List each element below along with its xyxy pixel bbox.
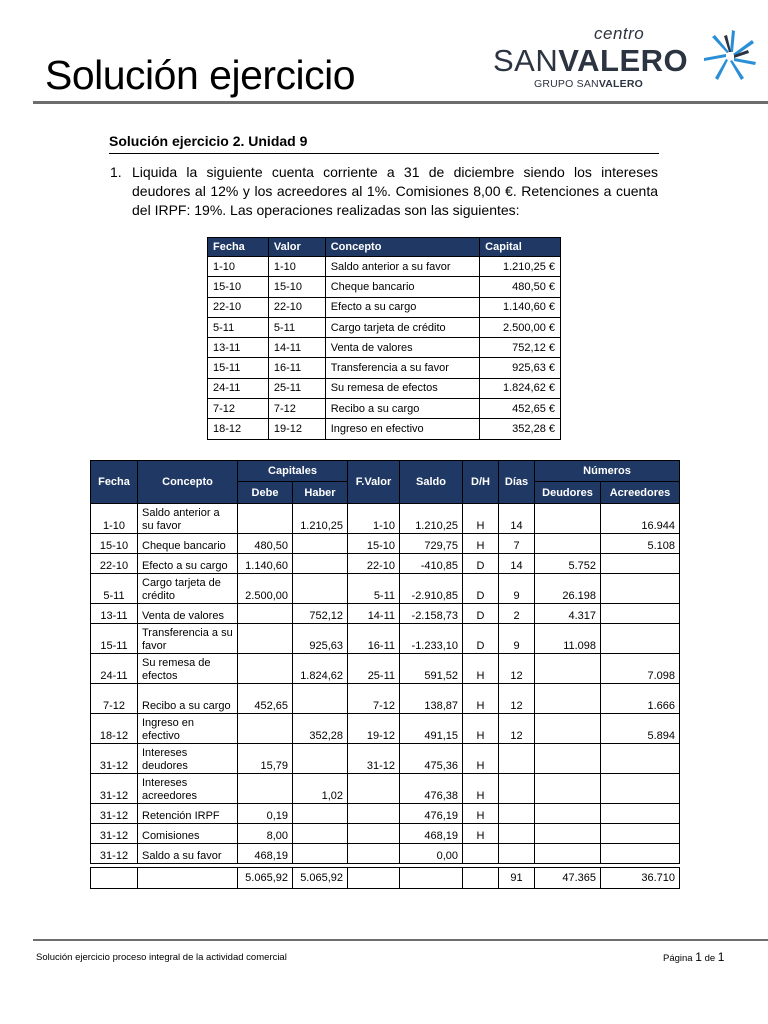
cell-debe: 452,65: [238, 684, 293, 714]
table-cell: Saldo anterior a su favor: [325, 257, 479, 277]
table-row: [91, 574, 680, 604]
cell-haber: [293, 804, 348, 824]
table-cell: 22-10: [268, 297, 325, 317]
cell-concepto: Cheque bancario: [138, 534, 238, 554]
cell-saldo: 729,75: [400, 534, 463, 554]
cell-haber: 1,02: [293, 774, 348, 804]
cell-concepto: Transferencia a su favor: [138, 624, 238, 654]
cell-fvalor: 22-10: [348, 554, 400, 574]
column-header: Haber: [293, 482, 348, 504]
cell-fecha: 18-12: [91, 714, 138, 744]
cell-fecha: 13-11: [91, 604, 138, 624]
table-cell: 1-10: [268, 257, 325, 277]
table-cell: 18-12: [208, 419, 269, 439]
cell-dias: 12: [499, 684, 535, 714]
table-row: [91, 824, 680, 844]
page-title: Solución ejercicio: [45, 52, 356, 98]
exercise-text: Liquida la siguiente cuenta corriente a 31 de diciembre siendo los intereses deudores al 12% y los acreedores al 1%. Comisiones 8,00 €. Retenciones a cuenta del IRPF: 19%. Las operaciones realizadas son las siguientes:: [132, 164, 658, 218]
table-row: [208, 399, 561, 419]
table-cell: 14-11: [268, 338, 325, 358]
footer-divider: [33, 939, 768, 941]
cell-debe: 480,50: [238, 534, 293, 554]
cell-fecha: 31-12: [91, 844, 138, 864]
cell-concepto: Comisiones: [138, 824, 238, 844]
star-burst-icon: [702, 28, 758, 84]
total-deudores: 47.365: [535, 868, 601, 889]
header-divider: [33, 101, 768, 104]
cell-fecha: 24-11: [91, 654, 138, 684]
cell-deudores: [535, 534, 601, 554]
cell-concepto: Efecto a su cargo: [138, 554, 238, 574]
cell-haber: [293, 824, 348, 844]
cell-concepto: Ingreso en efectivo: [138, 714, 238, 744]
cell-debe: 2.500,00: [238, 574, 293, 604]
sanvalero-logo: [490, 22, 760, 97]
cell-saldo: -2.158,73: [400, 604, 463, 624]
cell-fvalor: 19-12: [348, 714, 400, 744]
cell-debe: [238, 604, 293, 624]
column-header: Concepto: [325, 238, 479, 257]
cell-debe: 8,00: [238, 824, 293, 844]
table-row: [208, 297, 561, 317]
table-cell: 15-10: [208, 277, 269, 297]
cell-fvalor: [348, 824, 400, 844]
table-cell: 25-11: [268, 378, 325, 398]
cell-haber: 1.210,25: [293, 504, 348, 534]
cell-fvalor: 14-11: [348, 604, 400, 624]
operations-table: [207, 237, 561, 440]
cell-saldo: -2.910,85: [400, 574, 463, 604]
cell-fvalor: 16-11: [348, 624, 400, 654]
cell-fecha: 31-12: [91, 804, 138, 824]
cell-saldo: 1.210,25: [400, 504, 463, 534]
cell-acreedores: [601, 604, 680, 624]
cell-dh: H: [463, 534, 499, 554]
table-cell: 2.500,00 €: [480, 317, 561, 337]
cell-dh: H: [463, 824, 499, 844]
cell-haber: [293, 574, 348, 604]
cell-dias: [499, 824, 535, 844]
table-row: [208, 277, 561, 297]
cell-dias: 7: [499, 534, 535, 554]
table-cell: 1.824,62 €: [480, 378, 561, 398]
cell-deudores: [535, 654, 601, 684]
column-header: F.Valor: [348, 461, 400, 504]
cell-haber: [293, 554, 348, 574]
table-cell: Cargo tarjeta de crédito: [325, 317, 479, 337]
cell-fecha: 5-11: [91, 574, 138, 604]
cell-debe: [238, 774, 293, 804]
footer-page-number: Página 1 de 1: [663, 950, 725, 964]
table-cell: Venta de valores: [325, 338, 479, 358]
cell-deudores: 5.752: [535, 554, 601, 574]
column-header: Acreedores: [601, 482, 680, 504]
cell-fecha: 31-12: [91, 744, 138, 774]
cell-deudores: [535, 504, 601, 534]
table-row: [208, 358, 561, 378]
table-row: [208, 317, 561, 337]
table-cell: 22-10: [208, 297, 269, 317]
logo-brand-text: SANVALERO: [493, 43, 689, 78]
table-cell: 13-11: [208, 338, 269, 358]
exercise-subtitle: Solución ejercicio 2. Unidad 9: [109, 133, 308, 149]
table-row: [91, 554, 680, 574]
cell-concepto: Su remesa de efectos: [138, 654, 238, 684]
table-cell: Su remesa de efectos: [325, 378, 479, 398]
column-header: Valor: [268, 238, 325, 257]
cell-fvalor: 25-11: [348, 654, 400, 684]
logo-grupo-text: GRUPO SANVALERO: [534, 78, 643, 90]
cell-dh: H: [463, 714, 499, 744]
table-row: [208, 378, 561, 398]
cell-dias: 2: [499, 604, 535, 624]
table-cell: Cheque bancario: [325, 277, 479, 297]
cell-debe: 15,79: [238, 744, 293, 774]
cell-dh: H: [463, 744, 499, 774]
cell-saldo: -1.233,10: [400, 624, 463, 654]
cell-dh: H: [463, 684, 499, 714]
table-cell: 480,50 €: [480, 277, 561, 297]
cell-deudores: [535, 824, 601, 844]
table-row: [208, 338, 561, 358]
column-header: D/H: [463, 461, 499, 504]
table-cell: Ingreso en efectivo: [325, 419, 479, 439]
table-cell: 1.140,60 €: [480, 297, 561, 317]
table-cell: 752,12 €: [480, 338, 561, 358]
cell-deudores: 11.098: [535, 624, 601, 654]
cell-fvalor: 5-11: [348, 574, 400, 604]
cell-concepto: Recibo a su cargo: [138, 684, 238, 714]
cell-acreedores: [601, 824, 680, 844]
cell-saldo: 0,00: [400, 844, 463, 864]
cell-haber: [293, 744, 348, 774]
table-cell: 24-11: [208, 378, 269, 398]
cell-dh: D: [463, 574, 499, 604]
cell-fvalor: [348, 774, 400, 804]
cell-fecha: 7-12: [91, 684, 138, 714]
column-header: Fecha: [208, 238, 269, 257]
cell-dh: D: [463, 604, 499, 624]
table-cell: 925,63 €: [480, 358, 561, 378]
cell-dias: 12: [499, 654, 535, 684]
table-cell: Efecto a su cargo: [325, 297, 479, 317]
cell-saldo: 476,19: [400, 804, 463, 824]
table-cell: Transferencia a su favor: [325, 358, 479, 378]
cell-debe: [238, 624, 293, 654]
cell-acreedores: [601, 554, 680, 574]
cell-dh: [463, 844, 499, 864]
cell-deudores: [535, 684, 601, 714]
cell-dh: H: [463, 504, 499, 534]
cell-haber: 352,28: [293, 714, 348, 744]
cell-fecha: 1-10: [91, 504, 138, 534]
cell-acreedores: [601, 574, 680, 604]
cell-acreedores: [601, 624, 680, 654]
cell-dias: 9: [499, 624, 535, 654]
total-acreedores: 36.710: [601, 868, 680, 889]
table-cell: 1-10: [208, 257, 269, 277]
cell-fvalor: [348, 804, 400, 824]
column-header: Debe: [238, 482, 293, 504]
cell-dias: 14: [499, 504, 535, 534]
column-header: Concepto: [138, 461, 238, 504]
cell-concepto: Intereses acreedores: [138, 774, 238, 804]
cell-dh: H: [463, 804, 499, 824]
column-header: Días: [499, 461, 535, 504]
table-row: [91, 624, 680, 654]
cell-concepto: Cargo tarjeta de crédito: [138, 574, 238, 604]
cell-debe: [238, 654, 293, 684]
cell-dh: H: [463, 654, 499, 684]
cell-saldo: 468,19: [400, 824, 463, 844]
cell-fvalor: 1-10: [348, 504, 400, 534]
cell-dh: D: [463, 554, 499, 574]
cell-dias: 12: [499, 714, 535, 744]
cell-deudores: 26.198: [535, 574, 601, 604]
total-debe: 5.065,92: [238, 868, 293, 889]
cell-acreedores: 5.108: [601, 534, 680, 554]
cell-haber: 1.824,62: [293, 654, 348, 684]
table-row: [91, 774, 680, 804]
table-cell: 1.210,25 €: [480, 257, 561, 277]
column-header: Deudores: [535, 482, 601, 504]
cell-deudores: 4.317: [535, 604, 601, 624]
cell-fecha: 31-12: [91, 774, 138, 804]
cell-acreedores: [601, 844, 680, 864]
cell-fvalor: 15-10: [348, 534, 400, 554]
cell-acreedores: 7.098: [601, 654, 680, 684]
cell-debe: 468,19: [238, 844, 293, 864]
total-haber: 5.065,92: [293, 868, 348, 889]
column-group-header: Capitales: [238, 461, 348, 482]
cell-fecha: 22-10: [91, 554, 138, 574]
cell-acreedores: 5.894: [601, 714, 680, 744]
table-cell: 352,28 €: [480, 419, 561, 439]
total-dias: 91: [499, 868, 535, 889]
cell-concepto: Retención IRPF: [138, 804, 238, 824]
cell-acreedores: [601, 804, 680, 824]
table-row: [91, 684, 680, 714]
exercise-number: 1.: [110, 164, 122, 180]
cell-fecha: 31-12: [91, 824, 138, 844]
table-cell: 5-11: [268, 317, 325, 337]
column-header: Saldo: [400, 461, 463, 504]
table-row: [91, 714, 680, 744]
exercise-statement: [110, 163, 658, 220]
cell-deudores: [535, 804, 601, 824]
liquidation-table: [90, 460, 680, 889]
cell-dias: 9: [499, 574, 535, 604]
table-row: [91, 804, 680, 824]
cell-haber: [293, 684, 348, 714]
cell-concepto: Venta de valores: [138, 604, 238, 624]
cell-haber: 752,12: [293, 604, 348, 624]
table-row: [91, 844, 680, 864]
cell-saldo: 138,87: [400, 684, 463, 714]
cell-haber: 925,63: [293, 624, 348, 654]
cell-debe: [238, 504, 293, 534]
cell-fvalor: 7-12: [348, 684, 400, 714]
cell-saldo: 491,15: [400, 714, 463, 744]
table-row: [91, 604, 680, 624]
cell-acreedores: 1.666: [601, 684, 680, 714]
cell-fvalor: [348, 844, 400, 864]
cell-debe: 0,19: [238, 804, 293, 824]
cell-acreedores: [601, 744, 680, 774]
totals-row: [91, 868, 680, 889]
cell-haber: [293, 844, 348, 864]
cell-saldo: -410,85: [400, 554, 463, 574]
table-cell: 7-12: [208, 399, 269, 419]
cell-dias: [499, 774, 535, 804]
column-group-header: Números: [535, 461, 680, 482]
cell-deudores: [535, 774, 601, 804]
cell-deudores: [535, 714, 601, 744]
column-header: Fecha: [91, 461, 138, 504]
cell-concepto: Intereses deudores: [138, 744, 238, 774]
operations-header-row: [208, 238, 561, 257]
cell-fecha: 15-10: [91, 534, 138, 554]
table-cell: 452,65 €: [480, 399, 561, 419]
table-cell: 15-10: [268, 277, 325, 297]
cell-acreedores: 16.944: [601, 504, 680, 534]
cell-acreedores: [601, 774, 680, 804]
cell-fvalor: 31-12: [348, 744, 400, 774]
subtitle-underline: [109, 153, 659, 154]
table-cell: 5-11: [208, 317, 269, 337]
table-cell: 7-12: [268, 399, 325, 419]
table-cell: Recibo a su cargo: [325, 399, 479, 419]
cell-dh: H: [463, 774, 499, 804]
cell-haber: [293, 534, 348, 554]
cell-saldo: 475,36: [400, 744, 463, 774]
table-row: [208, 257, 561, 277]
cell-dias: [499, 844, 535, 864]
cell-concepto: Saldo anterior a su favor: [138, 504, 238, 534]
cell-saldo: 476,38: [400, 774, 463, 804]
liquidation-header-row: [91, 461, 680, 482]
table-row: [91, 744, 680, 774]
table-cell: 16-11: [268, 358, 325, 378]
column-header: Capital: [480, 238, 561, 257]
cell-saldo: 591,52: [400, 654, 463, 684]
cell-debe: [238, 714, 293, 744]
cell-deudores: [535, 844, 601, 864]
cell-deudores: [535, 744, 601, 774]
cell-debe: 1.140,60: [238, 554, 293, 574]
cell-dias: [499, 804, 535, 824]
table-row: [91, 504, 680, 534]
cell-dias: [499, 744, 535, 774]
cell-dias: 14: [499, 554, 535, 574]
footer-document-title: Solución ejercicio proceso integral de la actividad comercial: [36, 952, 287, 963]
table-cell: 19-12: [268, 419, 325, 439]
cell-fecha: 15-11: [91, 624, 138, 654]
table-row: [91, 654, 680, 684]
cell-dh: D: [463, 624, 499, 654]
table-row: [91, 534, 680, 554]
logo-centro-text: centro: [594, 24, 645, 43]
cell-concepto: Saldo a su favor: [138, 844, 238, 864]
table-row: [208, 419, 561, 439]
table-cell: 15-11: [208, 358, 269, 378]
